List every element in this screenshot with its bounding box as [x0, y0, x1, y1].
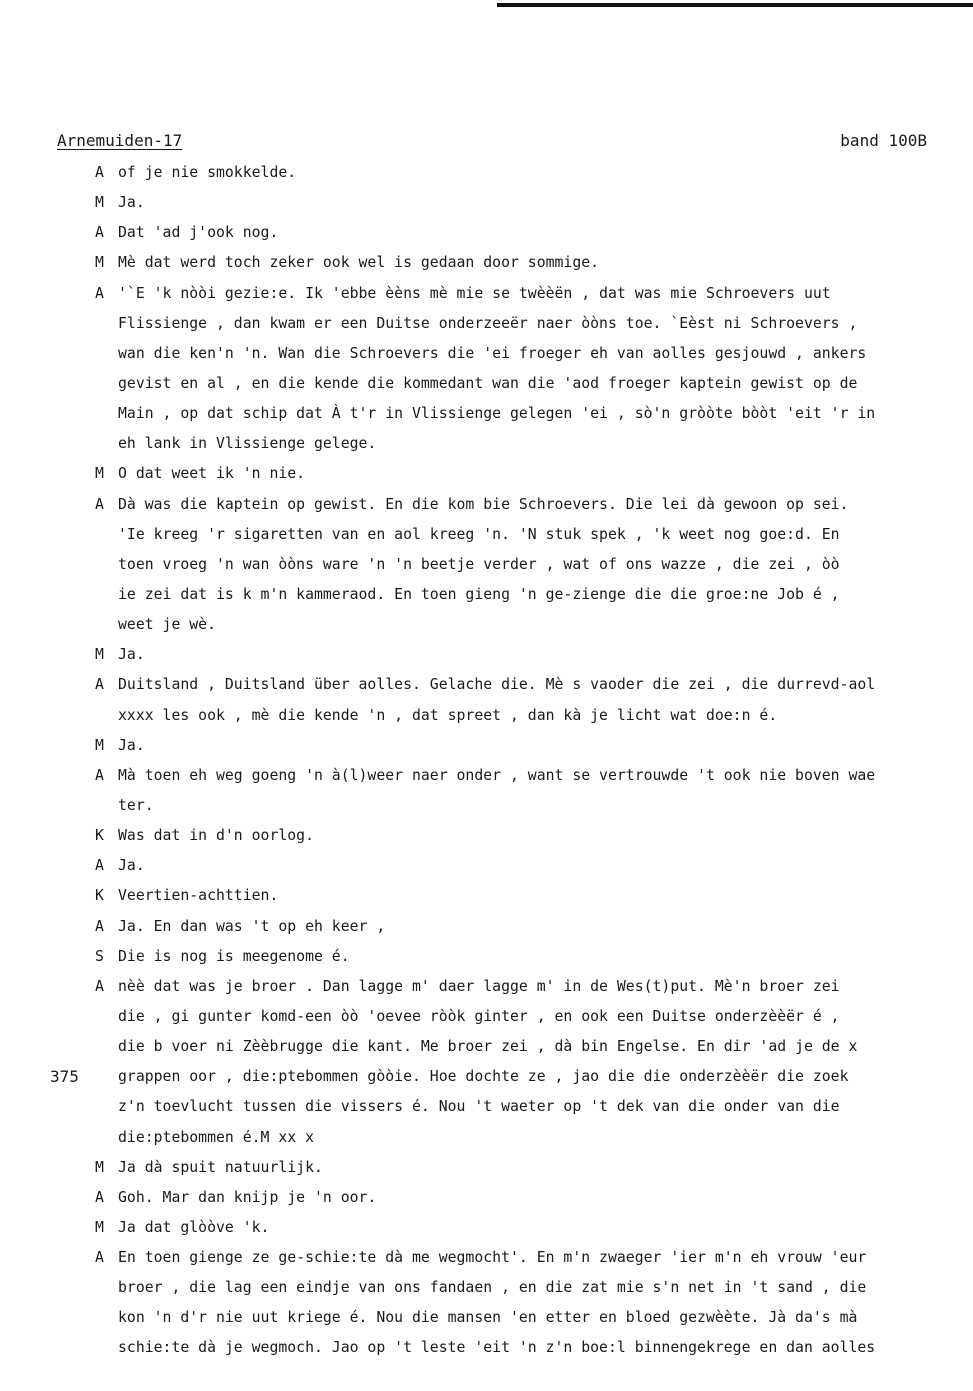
line-text: Ja. En dan was 't op eh keer , [118, 917, 386, 935]
transcript-line [95, 248, 973, 278]
speaker-label: A [95, 857, 104, 875]
speaker-label: K [95, 887, 104, 905]
transcript-line [95, 218, 973, 248]
transcript-line [95, 610, 973, 640]
speaker-label: M [95, 1158, 104, 1176]
transcript-line [95, 429, 973, 459]
line-text: Flissienge , dan kwam er een Duitse onderzeeër naer òòns toe. `Eèst ni Schroevers , [118, 314, 858, 332]
transcript-line [95, 520, 973, 550]
transcript-line [95, 1153, 973, 1183]
line-text: z'n toevlucht tussen die vissers é. Nou 't waeter op 't dek van die onder van die [118, 1098, 840, 1116]
line-text: Die is nog is meegenome é. [118, 947, 350, 965]
line-text: Mè dat werd toch zeker ook wel is gedaan door sommige. [118, 254, 600, 272]
transcript-line [95, 369, 973, 399]
transcript-line [95, 490, 973, 520]
transcript-line [95, 701, 973, 731]
line-text: die , gi gunter komd-een òò 'oevee ròòk ginter , en ook een Duitse onderzèèër é , [118, 1007, 840, 1025]
line-text: kon 'n d'r nie uut kriege é. Nou die mansen 'en etter en bloed gezwèète. Jà da's mà [118, 1309, 858, 1327]
line-text: O dat weet ik 'n nie. [118, 465, 306, 483]
line-text: Ja. [118, 857, 145, 875]
line-text: Mà toen eh weg goeng 'n à(l)weer naer onder , want se vertrouwde 't ook nie boven wae [118, 766, 876, 784]
line-text: Dat 'ad j'ook nog. [118, 224, 279, 242]
line-text: '`E 'k nòòi gezie:e. Ik 'ebbe èèns mè mie se twèèën , dat was mie Schroevers uut [118, 284, 831, 302]
line-text: ie zei dat is k m'n kammeraod. En toen gieng 'n ge-zienge die die groe:ne Job é , [118, 585, 840, 603]
line-text: die:ptebommen é.M xx x [118, 1128, 314, 1146]
transcript-line [95, 1273, 973, 1303]
line-text: Main , op dat schip dat À t'r in Vlissienge gelegen 'ei , sò'n gròòte bòòt 'eit 'r in [118, 405, 876, 423]
transcript-body [95, 158, 973, 1383]
transcript-line [95, 309, 973, 339]
speaker-label: M [95, 646, 104, 664]
transcript-line [95, 640, 973, 670]
speaker-label: M [95, 194, 104, 212]
line-text: 'Ie kreeg 'r sigaretten van en aol kreeg 'n. 'N stuk spek , 'k weet nog goe:d. En [118, 525, 840, 543]
transcript-line [95, 1092, 973, 1122]
line-text: Duitsland , Duitsland über aolles. Gelache die. Mè s vaoder die zei , die durrevd-aol [118, 676, 876, 694]
line-text: of je nie smokkelde. [118, 164, 297, 181]
transcript-line [95, 1002, 973, 1032]
line-text: Ja dat glòòve 'k. [118, 1218, 270, 1236]
transcript-line [95, 942, 973, 972]
speaker-label: A [95, 977, 104, 995]
line-text: Ja dà spuit natuurlijk. [118, 1158, 323, 1176]
line-text: grappen oor , die:ptebommen gòòie. Hoe dochte ze , jao die die onderzèèër die zoek [118, 1068, 849, 1086]
transcript-line [95, 972, 973, 1002]
speaker-label: A [95, 917, 104, 935]
line-text: toen vroeg 'n wan òòns ware 'n 'n beetje verder , wat of ons wazze , die zei , òò [118, 555, 840, 573]
speaker-label: A [95, 284, 104, 302]
top-border-line [497, 3, 973, 7]
transcript-line [95, 1243, 973, 1273]
transcript-line [95, 1123, 973, 1153]
speaker-label: M [95, 736, 104, 754]
speaker-label: K [95, 827, 104, 845]
transcript-line [95, 912, 973, 942]
transcript-line [95, 188, 973, 218]
transcript-line [95, 1303, 973, 1333]
transcript-line [95, 158, 973, 188]
line-text: Was dat in d'n oorlog. [118, 827, 314, 845]
line-text: schie:te dà je wegmoch. Jao op 't leste 'eit 'n z'n boe:l binnengekrege en dan aolles [118, 1339, 876, 1357]
transcript-line [95, 399, 973, 429]
page-header [57, 130, 927, 152]
line-text: Ja. [118, 646, 145, 664]
speaker-label: A [95, 224, 104, 242]
line-text: xxxx les ook , mè die kende 'n , dat spreet , dan kà je licht wat doe:n é. [118, 706, 778, 724]
transcript-line [95, 580, 973, 610]
line-text: En toen gienge ze ge-schie:te dà me wegmocht'. En m'n zwaeger 'ier m'n eh vrouw 'eur [118, 1249, 867, 1267]
transcript-line [95, 550, 973, 580]
transcript-line [95, 1062, 973, 1092]
speaker-label: A [95, 766, 104, 784]
speaker-label: A [95, 164, 104, 181]
line-text: Veertien-achttien. [118, 887, 279, 905]
speaker-label: A [95, 495, 104, 513]
line-text: nèè dat was je broer . Dan lagge m' daer lagge m' in de Wes(t)put. Mè'n broer zei [118, 977, 840, 995]
line-text: weet je wè. [118, 616, 216, 634]
document-id: Arnemuiden-17 [57, 131, 183, 150]
transcript-line [95, 1032, 973, 1062]
transcript-line [95, 459, 973, 489]
transcript-line [95, 881, 973, 911]
line-text: die b voer ni Zèèbrugge die kant. Me broer zei , dà bin Engelse. En dir 'ad je de x [118, 1038, 858, 1056]
transcript-line [95, 339, 973, 369]
line-text: ter. [118, 796, 154, 814]
transcript-line [95, 1213, 973, 1243]
line-text: broer , die lag een eindje van ons fandaen , en die zat mie s'n net in 't sand , die [118, 1279, 867, 1297]
speaker-label: M [95, 254, 104, 272]
line-text: Ja. [118, 194, 145, 212]
transcript-line [95, 791, 973, 821]
transcript-line [95, 1183, 973, 1213]
transcript-line [95, 670, 973, 700]
speaker-label: A [95, 676, 104, 694]
line-text: Ja. [118, 736, 145, 754]
line-text: gevist en al , en die kende die kommedant wan die 'aod froeger kaptein gewist op de [118, 374, 858, 392]
line-text: wan die ken'n 'n. Wan die Schroevers die 'ei froeger eh van aolles gesjouwd , ankers [118, 344, 867, 362]
transcript-line [95, 761, 973, 791]
line-text: Goh. Mar dan knijp je 'n oor. [118, 1188, 377, 1206]
line-text: eh lank in Vlissienge gelege. [118, 435, 377, 453]
speaker-label: M [95, 465, 104, 483]
transcript-line [95, 1333, 973, 1363]
margin-line-number: 375 [50, 1067, 79, 1086]
line-text: Dà was die kaptein op gewist. En die kom bie Schroevers. Die lei dà gewoon op sei. [118, 495, 849, 513]
transcript-line [95, 731, 973, 761]
speaker-label: A [95, 1188, 104, 1206]
speaker-label: A [95, 1249, 104, 1267]
transcript-line [95, 851, 973, 881]
transcript-line [95, 279, 973, 309]
transcript-line [95, 821, 973, 851]
speaker-label: M [95, 1218, 104, 1236]
speaker-label: S [95, 947, 104, 965]
band-label: band 100B [840, 131, 927, 150]
